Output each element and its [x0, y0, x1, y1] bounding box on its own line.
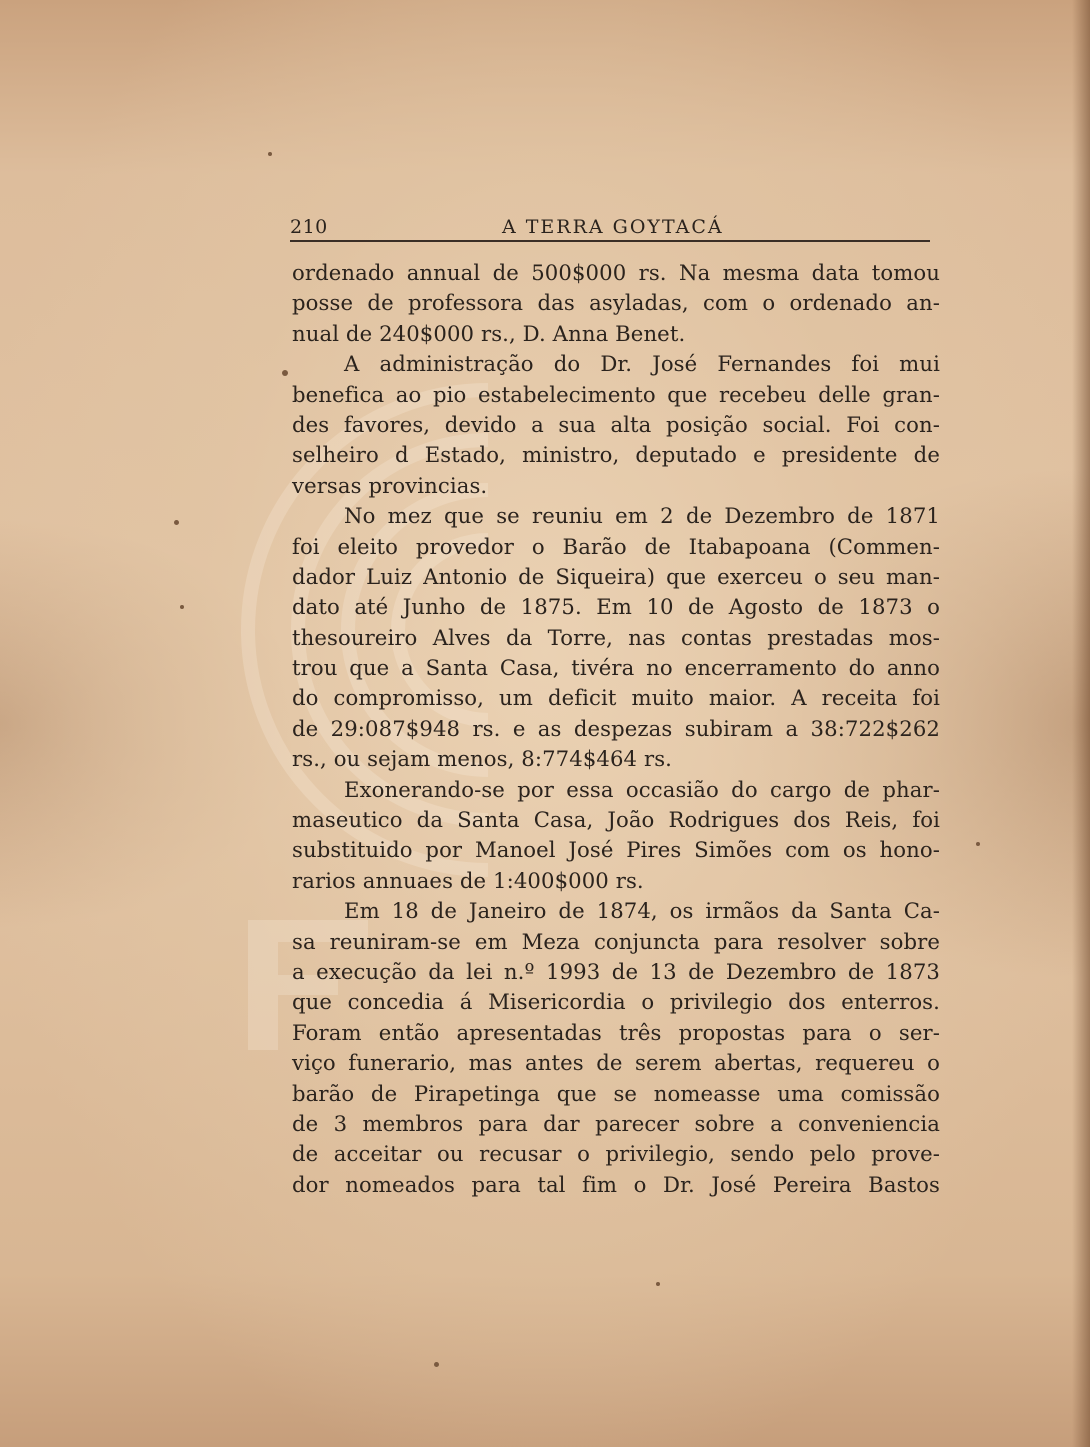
text-line: ordenado annual de 500$000 rs. Na mesma data tomou: [292, 260, 940, 285]
text-line: maseutico da Santa Casa, João Rodrigues dos Reis, foi: [292, 807, 940, 833]
text-line: Em 18 de Janeiro de 1874, os irmãos da Santa Ca-: [344, 898, 940, 924]
text-line: viço funerario, mas antes de serem abertas, requereu o: [292, 1050, 940, 1076]
paper-speck: [180, 605, 184, 609]
running-header: [290, 212, 930, 242]
paper-speck: [434, 1362, 439, 1367]
text-line: de acceitar ou recusar o privilegio, sendo pelo prove-: [292, 1141, 940, 1167]
text-line: Foram então apresentadas três propostas para o ser-: [292, 1019, 940, 1045]
paper-speck: [282, 370, 288, 376]
text-line: substituido por Manoel José Pires Simões com os hono-: [292, 837, 940, 863]
header-rule: [290, 240, 930, 242]
page-number: 210: [290, 216, 328, 238]
text-line: versas provincias.: [292, 472, 488, 498]
text-line: barão de Pirapetinga que se nomeasse uma comissão: [292, 1080, 940, 1106]
text-line: dador Luiz Antonio de Siqueira) que exerceu o seu man-: [292, 563, 940, 589]
paper-speck: [656, 1282, 660, 1286]
text-line: benefica ao pio estabelecimento que recebeu delle gran-: [292, 381, 940, 407]
paper-speck: [976, 842, 980, 846]
text-line: de 29:087$948 rs. e as despezas subiram a 38:722$262: [292, 715, 940, 741]
text-line: sa reuniram-se em Meza conjuncta para resolver sobre: [292, 928, 940, 954]
text-line: dor nomeados para tal fim o Dr. José Pereira Bastos: [292, 1171, 940, 1197]
text-line: Exonerando-se por essa occasião do cargo de phar-: [344, 776, 940, 802]
text-line: rarios annuaes de 1:400$000 rs.: [292, 867, 644, 893]
text-line: No mez que se reuniu em 2 de Dezembro de 1871: [344, 503, 940, 529]
text-line: posse de professora das asyladas, com o ordenado an-: [292, 290, 940, 316]
text-line: foi eleito provedor o Barão de Itabapoana (Commen-: [292, 533, 940, 559]
text-line: A administração do Dr. José Fernandes foi mui: [344, 351, 940, 377]
text-line: trou que a Santa Casa, tivéra no encerramento do anno: [292, 655, 940, 681]
text-line: do compromisso, um deficit muito maior. A receita foi: [292, 685, 940, 711]
page-edge-shadow: [1072, 0, 1090, 1447]
text-line: de 3 membros para dar parecer sobre a conveniencia: [292, 1110, 940, 1136]
text-line: des favores, devido a sua alta posição social. Foi con-: [292, 411, 940, 437]
text-line: nual de 240$000 rs., D. Anna Benet.: [292, 320, 686, 346]
running-title: A TERRA GOYTACÁ: [502, 216, 724, 238]
text-line: selheiro d Estado, ministro, deputado e presidente de: [292, 442, 940, 468]
paper-speck: [268, 152, 272, 156]
paper-speck: [174, 520, 179, 525]
text-line: dato até Junho de 1875. Em 10 de Agosto de 1873 o: [292, 594, 940, 620]
text-line: que concedia á Misericordia o privilegio dos enterros.: [292, 989, 940, 1015]
text-line: rs., ou sejam menos, 8:774$464 rs.: [292, 746, 673, 772]
text-line: thesoureiro Alves da Torre, nas contas prestadas mos-: [292, 624, 940, 650]
body-text: [292, 258, 940, 1200]
text-line: a execução da lei n.º 1993 de 13 de Dezembro de 1873: [292, 958, 940, 984]
